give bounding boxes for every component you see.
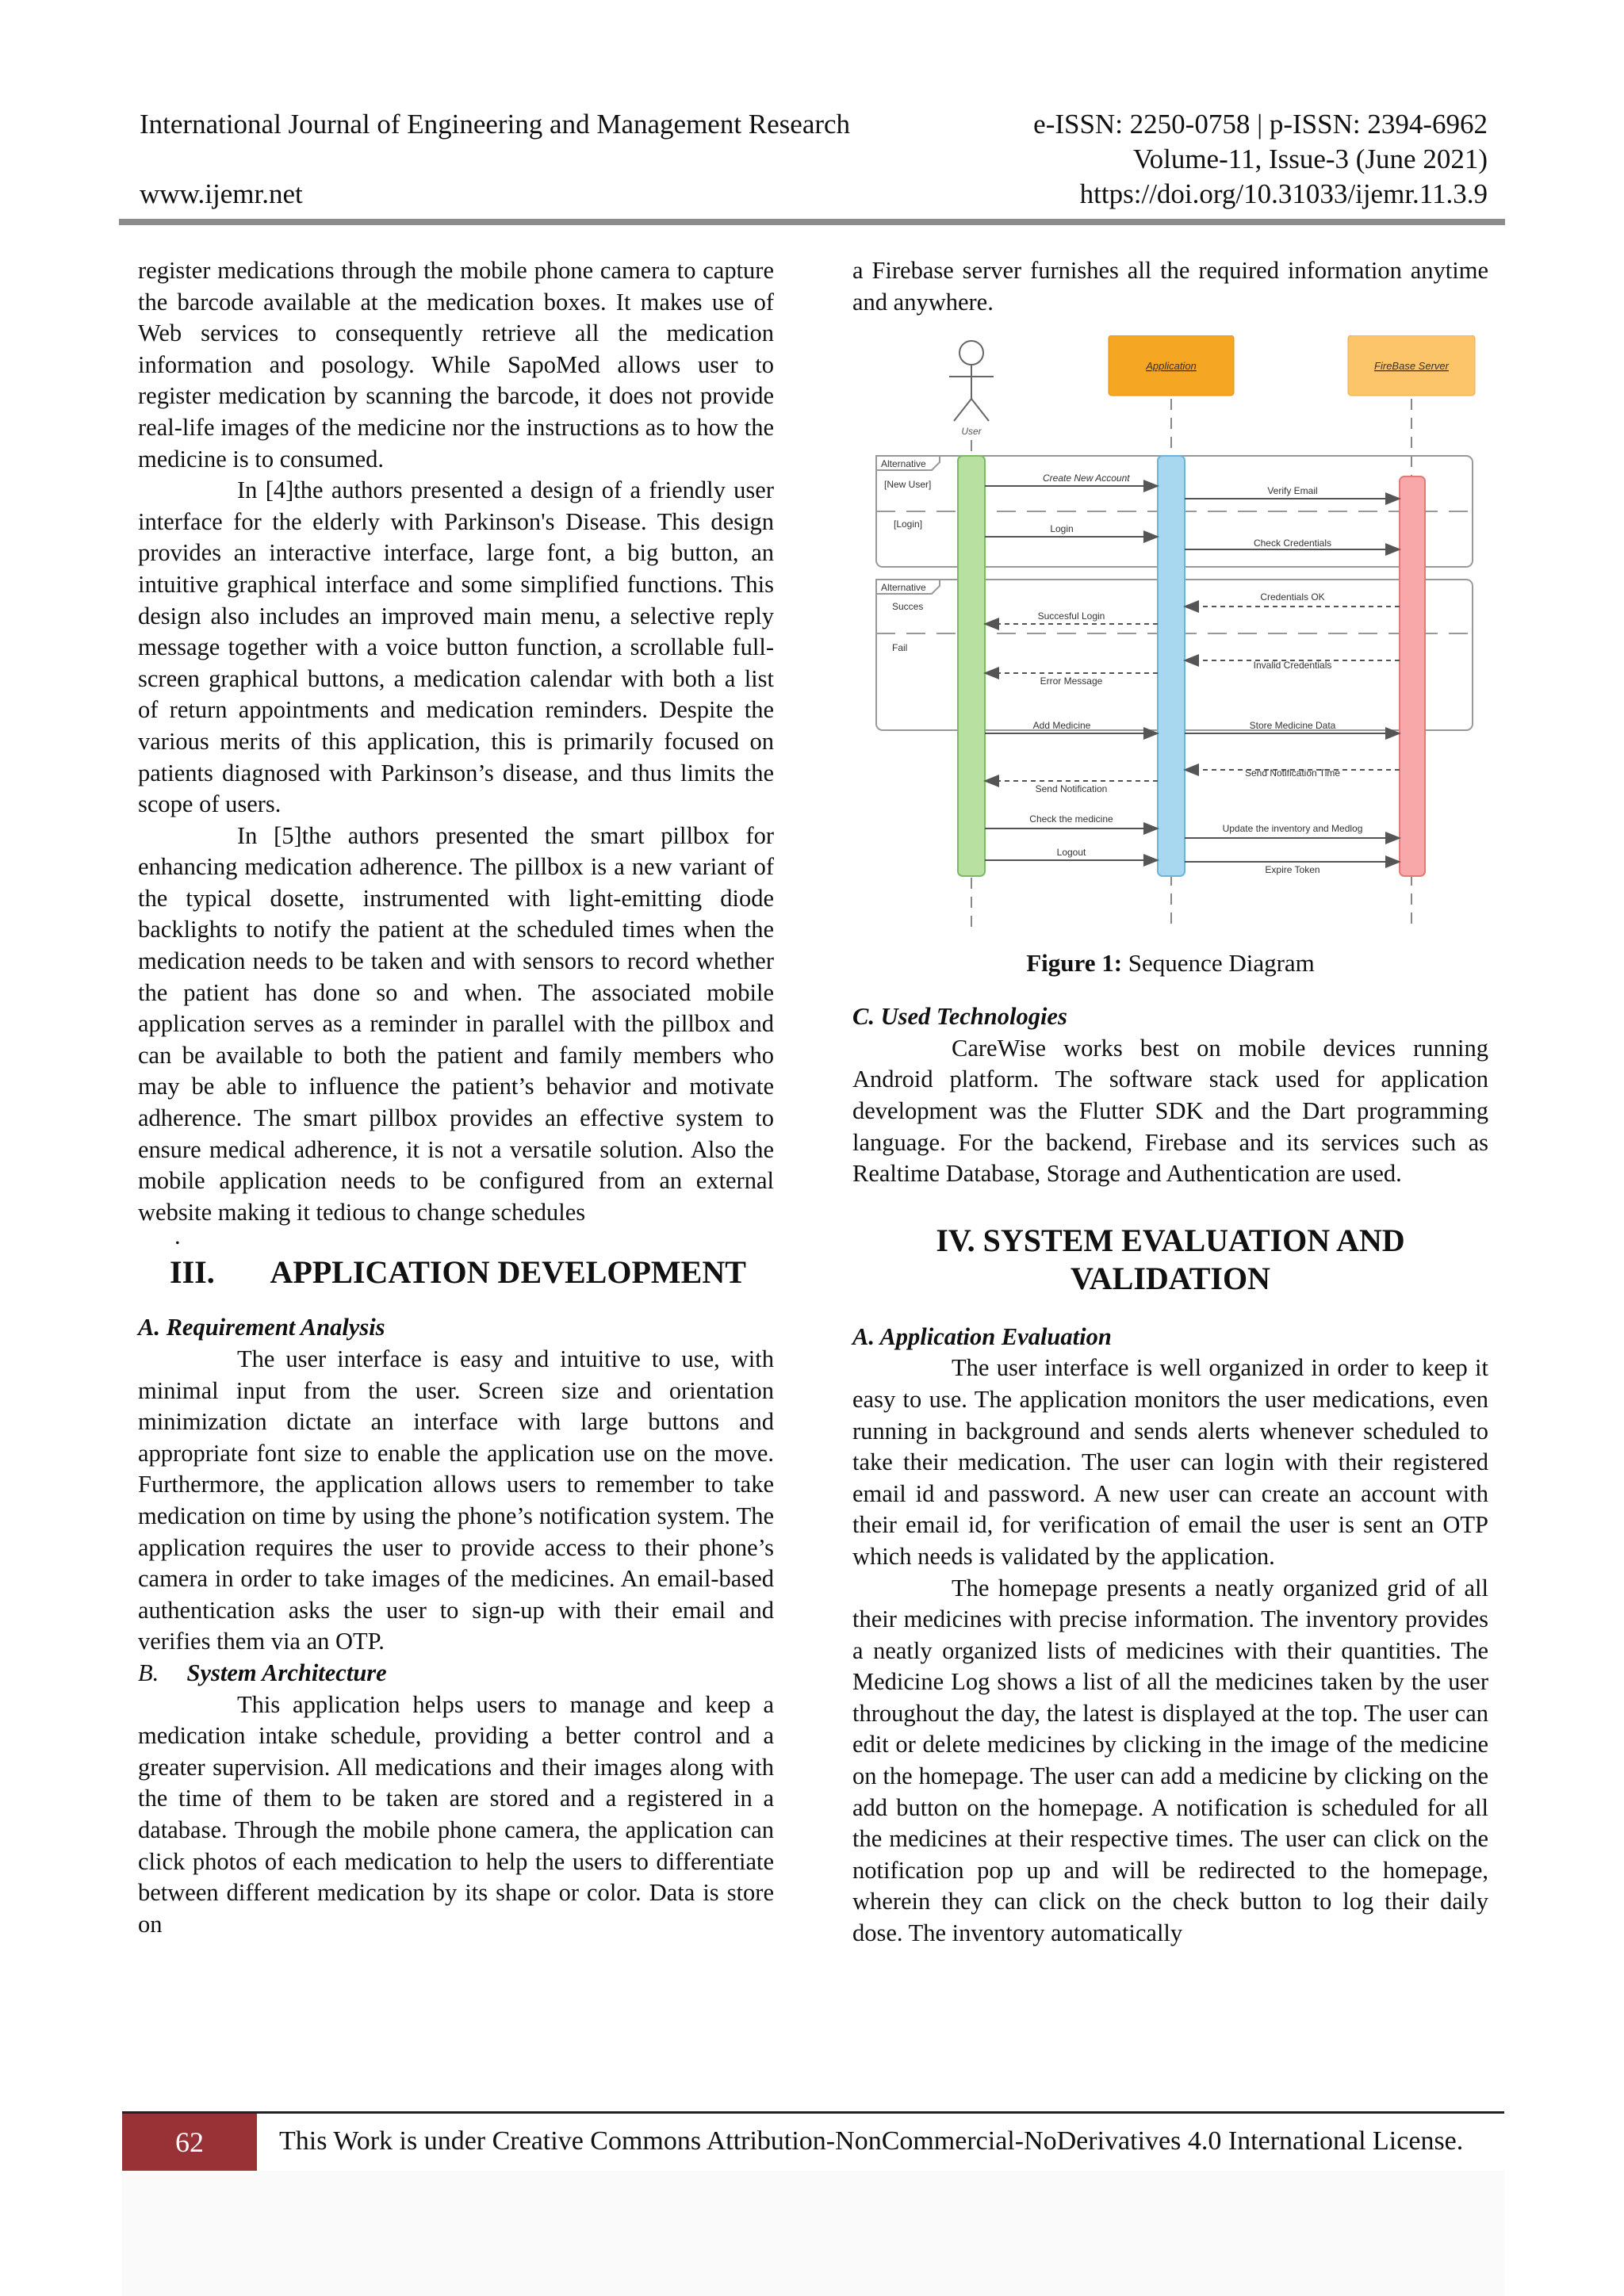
figure-caption	[852, 947, 1488, 979]
application-activation-bar	[1158, 456, 1185, 876]
requirement-analysis-text: The user interface is easy and intuitive to use, with minimal input from the user. Screen size and orientation minimization dictate an interface with large buttons and appropriate font size to enable the application use on the move. Furthermore, the application allows users to remember to take medication on time by using the phone’s notification system. The application requires the user to provide access to their phone’s camera in order to take images of the medicines. An email-based authentication asks the user to sign-up with their email and verifies them via an OTP.	[138, 1345, 774, 1655]
application-participant-label: Application	[1146, 360, 1197, 373]
section-3-number: III.	[170, 1254, 215, 1291]
msg-check-label: Check Credentials	[1253, 538, 1332, 549]
msg-create-label: Create New Account	[1043, 473, 1130, 484]
license-text: This Work is under Creative Commons Attribution-NonCommercial-NoDerivatives 4.0 International License.	[279, 2126, 1464, 2156]
lifelines	[971, 399, 1411, 930]
page-number: 62	[122, 2114, 257, 2171]
alt-frame-1-label: Alternative	[881, 458, 926, 470]
subsection-b-number: B.	[138, 1659, 159, 1686]
guard-login: [Login]	[894, 519, 923, 530]
left-paragraph-3: In [5]the authors presented the smart pillbox for enhancing medication adherence. The pillbox is a new variant of the typical dosette, instrumented with light-emitting diode backlights to notify the patient at the scheduled times when the medication needs to be taken and with sensors to record whether the patient has done so and when. The associated mobile application serves as a reminder in parallel with the pillbox and can be available to both the patient and family members who may be able to influence the patient’s behavior and motivate adherence. The smart pillbox provides an effective system to ensure medical adherence, it is not a versatile solution. Also the mobile application needs to be configured from an external website making it tedious to change schedules	[138, 821, 774, 1226]
guard-success: Succes	[892, 601, 924, 613]
subsection-system-architecture	[138, 1658, 774, 1689]
user-activation-bar	[958, 456, 985, 876]
actor-label: User	[961, 426, 982, 438]
msg-add-label: Add Medicine	[1032, 720, 1091, 732]
sequence-diagram	[852, 335, 1488, 938]
right-column	[852, 255, 1488, 1950]
guard-fail: Fail	[892, 642, 908, 654]
msg-update-label: Update the inventory and Medlog	[1222, 823, 1363, 835]
used-technologies-text: CareWise works best on mobile devices running Android platform. The software stack used for application development was the Flutter SDK and the Dart programming language. For the backend, Firebase and its services such as Realtime Database, Storage and Authentication are used.	[852, 1034, 1488, 1188]
volume-issue: Volume-11, Issue-3 (June 2021)	[1132, 144, 1488, 174]
guard-new-user: [New User]	[884, 479, 932, 491]
section-3-heading	[138, 1253, 774, 1292]
msg-sendnotif-label: Send Notification	[1035, 783, 1108, 795]
figure-title: Sequence Diagram	[1128, 949, 1315, 978]
subsection-application-evaluation: A. Application Evaluation	[852, 1322, 1112, 1350]
msg-verify-label: Verify Email	[1267, 485, 1318, 497]
right-paragraph-0: a Firebase server furnishes all the required information anytime and anywhere.	[852, 257, 1488, 316]
msg-logout-label: Logout	[1056, 847, 1086, 859]
msg-login-label: Login	[1050, 523, 1074, 535]
application-evaluation-text-2: The homepage presents a neatly organized grid of all their medicines with precise information. The inventory provides a neatly organized lists of medicines with their quantities. The Medicine Log shows a list of all the medicines taken by the user throughout the day, the latest is displayed at the top. The user can edit or delete medicines by clicking in the image of the medicine on the homepage. The user can add a medicine by clicking on the add button on the homepage. A notification is scheduled for all the medicines at their respective times. The user can click on the notification pop up and will be redirected to the homepage, wherein they can click on the check button to log their daily dose. The inventory automatically	[852, 1574, 1488, 1947]
msg-success-label: Succesful Login	[1037, 610, 1105, 622]
msg-invalid-label: Invalid Credentials	[1253, 660, 1332, 672]
website-link[interactable]: www.ijemr.net	[140, 178, 303, 209]
msg-store-label: Store Medicine Data	[1249, 720, 1336, 732]
system-architecture-text: This application helps users to manage and keep a medication intake schedule, providing a better control and a greater supervision. All medications and their images along with the time of them to be taken are stored and a registered in a database. Through the mobile phone camera, the application can click photos of each medication to help the users to differentiate between different medication by its shape or color. Data is store on	[138, 1690, 774, 1938]
left-paragraph-2: In [4]the authors presented a design of a friendly user interface for the elderly with Parkinson's Disease. This design provides an interactive interface, large font, a big button, an intuitive graphical interface and some simplified functions. This design also includes an improved main menu, a selective reply message together with a voice button function, a scrollable full-screen graphical buttons, a medication calendar with both a list of return appointments and medication reminders. Despite the various merits of this application, this is primarily focused on patients diagnosed with Parkinson’s disease, and thus limits the scope of users.	[138, 476, 774, 818]
application-evaluation-text-1: The user interface is well organized in order to keep it easy to use. The application monitors the user medications, even running in background and sends alerts whenever scheduled to take their medication. The user can login with their registered email id and password. A new user can create an account with their email id, for verification of email the user is sent an OTP which needs is validated by the application.	[852, 1354, 1488, 1570]
alt-frame-2-label: Alternative	[881, 582, 926, 594]
msg-expire-label: Expire Token	[1265, 864, 1320, 876]
subsection-requirement-analysis: A. Requirement Analysis	[138, 1314, 385, 1341]
stray-dot: .	[174, 1223, 181, 1250]
figure-label: Figure 1:	[1026, 949, 1123, 978]
left-paragraph-1: register medications through the mobile phone camera to capture the barcode available at the medication boxes. It makes use of Web services to consequently retrieve all the medication information and posology. While SapoMed allows user to register medication by scanning the barcode, it does not provide real-life images of the medicine nor the instructions as to how the medicine is to consumed.	[138, 257, 774, 473]
section-4-heading-line-2: VALIDATION	[1071, 1260, 1270, 1296]
bottom-margin	[122, 2171, 1504, 2296]
subsection-used-technologies: C. Used Technologies	[852, 1003, 1067, 1031]
doi-link[interactable]: https://doi.org/10.31033/ijemr.11.3.9	[1079, 178, 1488, 209]
journal-name: International Journal of Engineering and Management Research	[140, 109, 851, 140]
page-footer	[122, 2111, 1504, 2171]
subsection-b-title: System Architecture	[186, 1659, 387, 1686]
msg-error-label: Error Message	[1040, 675, 1103, 687]
server-activation-bar	[1400, 476, 1425, 876]
left-column	[138, 255, 774, 1940]
msg-sendtime-label: Send Notification Time	[1244, 767, 1341, 779]
user-actor-icon	[949, 341, 994, 421]
server-participant-label: FireBase Server	[1374, 360, 1449, 373]
issn: e-ISSN: 2250-0758 | p-ISSN: 2394-6962	[1033, 109, 1488, 140]
msg-checkmed-label: Check the medicine	[1029, 813, 1113, 825]
section-4-heading-line-1: IV. SYSTEM EVALUATION AND	[936, 1222, 1405, 1258]
header-rule	[119, 219, 1505, 225]
section-3-title: APPLICATION DEVELOPMENT	[270, 1254, 746, 1291]
msg-ok-label: Credentials OK	[1260, 591, 1325, 603]
